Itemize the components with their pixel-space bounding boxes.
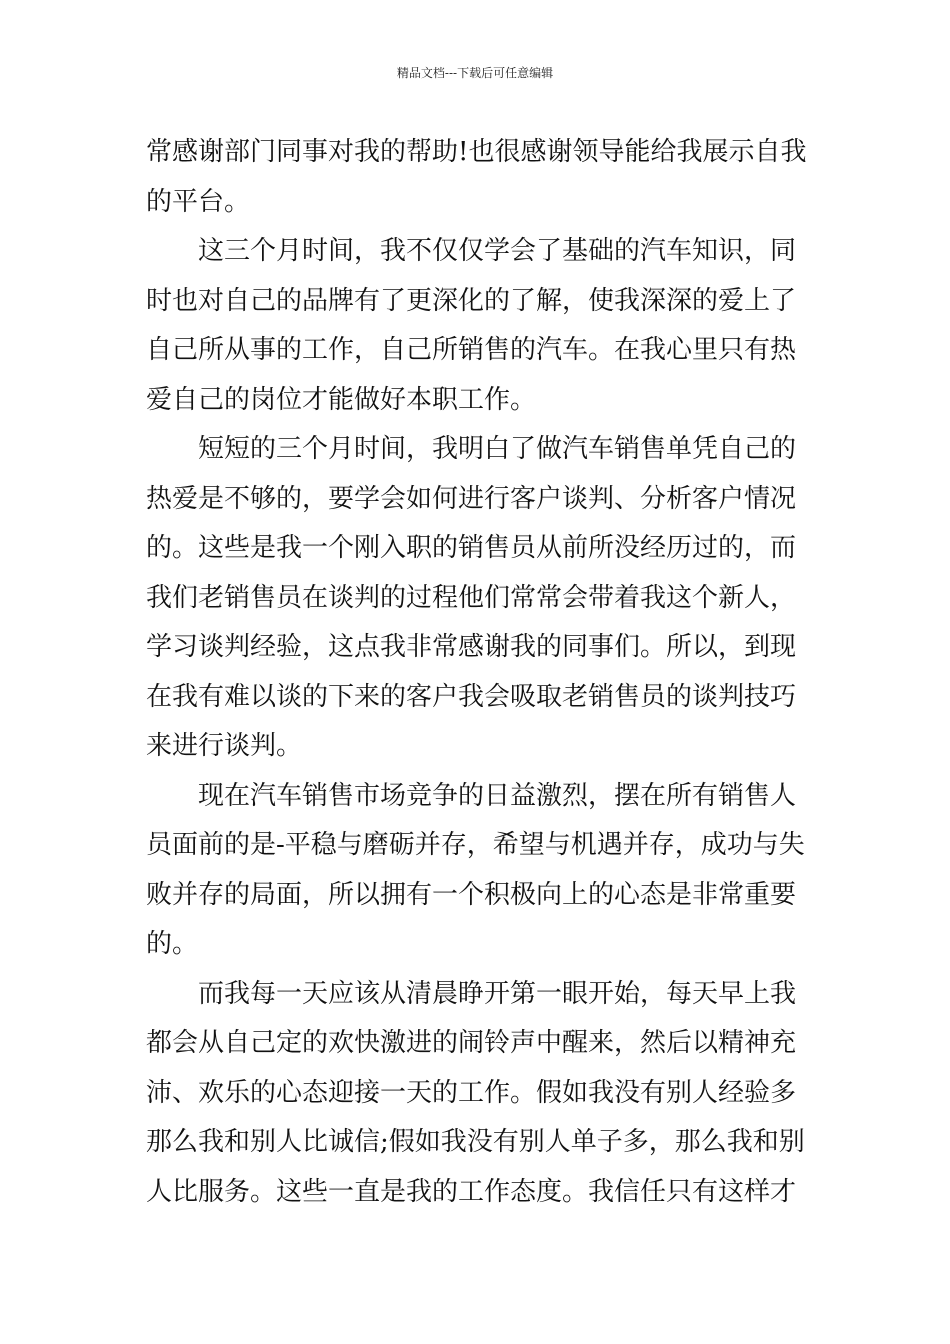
text-line: 自己所从事的工作，自己所销售的汽车。在我心里只有热 [146, 335, 797, 365]
text-line: 爱自己的岗位才能做好本职工作。 [146, 384, 537, 415]
paragraph-first-line: 现在汽车销售市场竞争的日益激烈，摆在所有销售人 [198, 780, 797, 811]
text-line: 人比服务。这些一直是我的工作态度。我信任只有这样才 [146, 1176, 797, 1207]
text-line: 热爱是不够的，要学会如何进行客户谈判、分析客户情况 [146, 483, 797, 514]
paragraph-first-line: 而我每一天应该从清晨睁开第一眼开始，每天早上我 [198, 978, 797, 1009]
text-line: 沛、欢乐的心态迎接一天的工作。假如我没有别人经验多 [146, 1077, 797, 1108]
paragraph-first-line: 短短的三个月时间，我明白了做汽车销售单凭自己的 [198, 434, 797, 464]
text-line: 都会从自己定的欢快激进的闹铃声中醒来，然后以精神充 [146, 1028, 797, 1058]
text-line: 的。这些是我一个刚入职的销售员从前所没经历过的，而 [146, 533, 797, 563]
page-header: 精品文档---下载后可任意编辑 [396, 66, 554, 80]
text-line: 在我有难以谈的下来的客户我会吸取老销售员的谈判技巧 [146, 681, 797, 712]
text-line: 时也对自己的品牌有了更深化的了解，使我深深的爱上了 [146, 285, 797, 316]
paragraph-first-line: 这三个月时间，我不仅仅学会了基础的汽车知识，同 [198, 236, 797, 266]
text-line: 那么我和别人比诚信;假如我没有别人单子多，那么我和别 [146, 1127, 805, 1157]
text-line: 员面前的是-平稳与磨砺并存，希望与机遇并存，成功与失 [146, 830, 805, 860]
text-line: 常感谢部门同事对我的帮助!也很感谢领导能给我展示自我 [146, 137, 807, 167]
text-line: 来进行谈判。 [146, 731, 303, 761]
text-line: 学习谈判经验，这点我非常感谢我的同事们。所以，到现 [146, 632, 797, 662]
text-line: 的。 [146, 929, 199, 959]
document-body [146, 128, 806, 1217]
text-line: 败并存的局面，所以拥有一个积极向上的心态是非常重要 [146, 879, 797, 910]
text-line: 的平台。 [146, 186, 251, 217]
text-line: 我们老销售员在谈判的过程他们常常会带着我这个新人， [146, 582, 797, 613]
